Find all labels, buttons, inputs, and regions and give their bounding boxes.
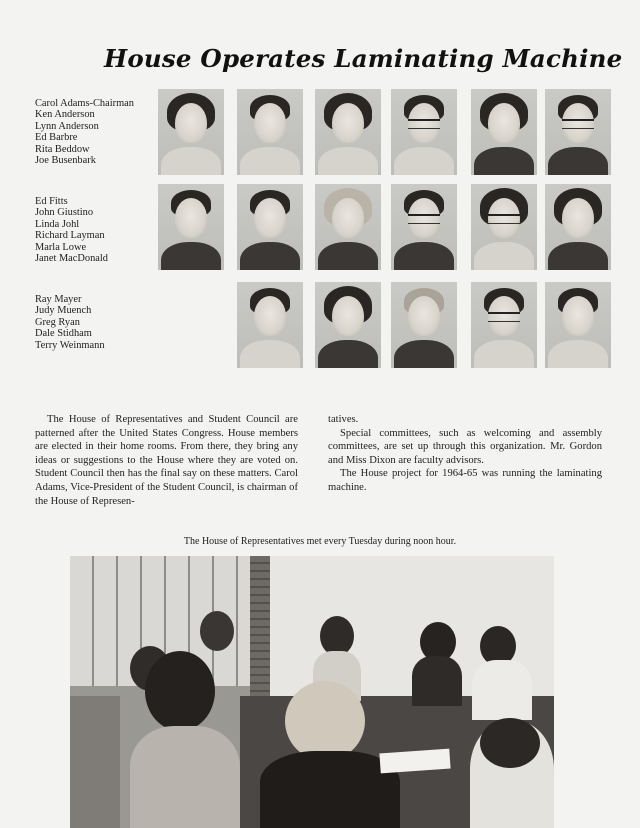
- portrait-photo: [315, 184, 381, 270]
- portrait-photo: [158, 89, 224, 175]
- member-name: John Giustino: [35, 207, 94, 219]
- member-name: Marla Lowe: [35, 241, 87, 253]
- member-name: Janet MacDonald: [35, 253, 108, 265]
- body-paragraph: Special committees, such as welcoming and assembly committees, are set up through this organization. Mr. Gordon and Miss Dixon are faculty advisors.: [328, 427, 602, 466]
- member-name: Greg Ryan: [35, 316, 80, 328]
- group-photo: [70, 556, 554, 828]
- portrait-photo: [237, 282, 303, 368]
- member-name: Joe Busenbark: [35, 155, 96, 167]
- portrait-photo: [545, 282, 611, 368]
- body-column-1: [35, 413, 298, 508]
- body-column-2: [328, 413, 602, 495]
- body-paragraph: The House of Representatives and Student Council are patterned after the United States Congress. House members are elected in their home rooms. From there, they bring any ideas or suggestions to the House where they are voted on. Student Council then has the final say on these matters. Carol Adams, Vice-President of the Student Council, is chairman of the House of Represen-: [35, 414, 298, 507]
- body-paragraph: tatives.: [328, 414, 359, 425]
- portrait-photo: [471, 282, 537, 368]
- member-name: Dale Stidham: [35, 328, 92, 340]
- portrait-photo: [237, 89, 303, 175]
- member-name: Ken Anderson: [35, 109, 95, 121]
- portrait-photo: [237, 184, 303, 270]
- portrait-photo: [391, 282, 457, 368]
- member-name: Rita Beddow: [35, 143, 90, 155]
- member-name: Judy Muench: [35, 305, 92, 317]
- portrait-photo: [391, 89, 457, 175]
- member-name: Ed Barbre: [35, 132, 78, 144]
- portrait-photo: [391, 184, 457, 270]
- names-group-1: [35, 98, 155, 166]
- member-name: Carol Adams-Chairman: [35, 98, 134, 109]
- names-group-3: [35, 294, 155, 351]
- member-name: Ray Mayer: [35, 294, 82, 305]
- portrait-photo: [315, 282, 381, 368]
- portrait-photo: [471, 89, 537, 175]
- page-title: House Operates Laminating Machine: [104, 44, 623, 73]
- portrait-photo: [315, 89, 381, 175]
- member-name: Terry Weinmann: [35, 339, 105, 351]
- portrait-photo: [158, 184, 224, 270]
- portrait-photo: [471, 184, 537, 270]
- member-name: Lynn Anderson: [35, 120, 99, 132]
- portrait-photo: [545, 89, 611, 175]
- names-group-2: [35, 196, 155, 264]
- member-name: Richard Layman: [35, 230, 105, 242]
- member-name: Ed Fitts: [35, 196, 68, 207]
- member-name: Linda Johl: [35, 218, 80, 230]
- portrait-photo: [545, 184, 611, 270]
- body-paragraph: The House project for 1964-65 was running the laminating machine.: [328, 468, 602, 493]
- photo-caption: The House of Representatives met every Tuesday during noon hour.: [183, 536, 457, 547]
